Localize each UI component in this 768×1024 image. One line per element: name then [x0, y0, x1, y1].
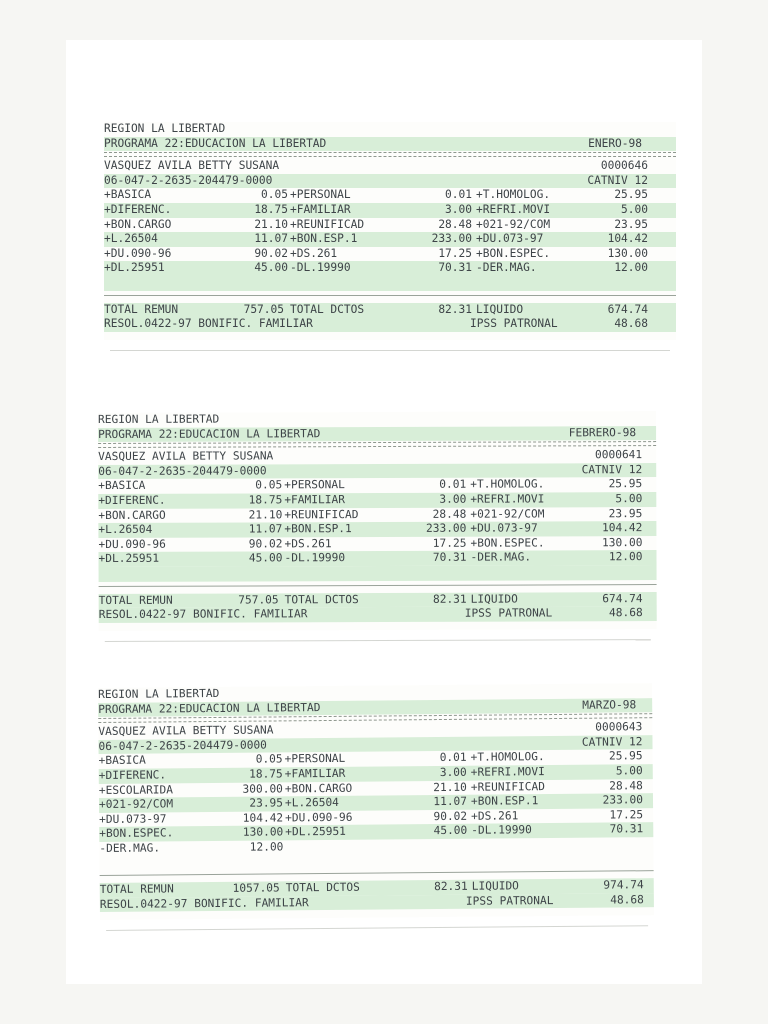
right-concept: -DL.19990: [471, 823, 532, 838]
left-concept: +BON.CARGO: [98, 508, 166, 522]
right-concept: +REUNIFICAD: [470, 779, 546, 794]
concept-row: [104, 203, 676, 218]
left-amount: 45.00: [248, 551, 283, 565]
employee-name: VASQUEZ AVILA BETTY SUSANA: [104, 159, 280, 173]
left-amount: 18.75: [249, 767, 283, 781]
left-amount: 104.42: [242, 811, 284, 825]
left-amount: 0.05: [255, 752, 283, 767]
right-amount: 104.42: [607, 232, 648, 246]
middle-concept: +FAMILIAR: [284, 766, 346, 781]
green-bar: [104, 276, 676, 291]
middle-amount: 17.25: [438, 246, 472, 260]
right-amount: 25.95: [614, 188, 648, 202]
left-amount: 12.00: [249, 840, 284, 854]
middle-concept: +REUNIFICAD: [290, 217, 365, 231]
liquido-label: LIQUIDO: [471, 879, 519, 893]
header-region-row: [104, 122, 676, 137]
right-concept: -DER.MAG.: [470, 550, 532, 565]
category-level: CATNIV 12: [581, 735, 643, 749]
concept-row: [104, 188, 676, 203]
program-name: PROGRAMA 22:EDUCACION LA LIBERTAD: [104, 136, 327, 150]
payslip-2: [98, 411, 657, 631]
total-remun-label: TOTAL REMUN: [99, 882, 174, 897]
right-amount: 70.31: [609, 822, 644, 836]
middle-amount: 0.01: [439, 751, 467, 765]
total-dctos-value: 82.31: [434, 879, 468, 894]
region-name: REGION LA LIBERTAD: [98, 686, 220, 701]
payslip-3: [98, 683, 654, 920]
resolution-row: [104, 317, 676, 332]
right-concept: +REFRI.MOVI: [470, 765, 545, 779]
employee-code: 06-047-2-2635-204479-0000: [104, 173, 273, 187]
middle-concept: +BON.ESP.1: [284, 522, 352, 536]
left-concept: +DIFERENC.: [104, 203, 172, 216]
total-dctos-label: TOTAL DCTOS: [290, 302, 365, 316]
middle-concept: +BON.ESP.1: [290, 232, 358, 246]
resolution-note: RESOL.0422-97 BONIFIC. FAMILIAR: [104, 317, 313, 331]
left-concept: +BON.CARGO: [104, 217, 172, 231]
total-remun-value: 757.05: [238, 592, 279, 607]
left-amount: 0.05: [261, 188, 288, 202]
middle-concept: +PERSONAL: [284, 752, 346, 766]
middle-concept: +DS.261: [284, 536, 332, 551]
concept-row: [104, 247, 676, 262]
ipss-value: 48.68: [614, 317, 648, 331]
liquido-label: LIQUIDO: [470, 592, 518, 606]
green-bar: [99, 565, 657, 582]
middle-concept: -DL.19990: [284, 551, 346, 565]
left-concept: +DIFERENC.: [98, 493, 166, 507]
right-amount: 130.00: [607, 246, 648, 260]
middle-concept: +DU.090-96: [285, 810, 353, 825]
employee-name: VASQUEZ AVILA BETTY SUSANA: [98, 449, 274, 464]
left-concept: +DU.073-97: [99, 812, 167, 826]
left-amount: 18.75: [254, 203, 288, 216]
totals-rule: [100, 870, 654, 876]
total-remun-label: TOTAL REMUN: [104, 302, 179, 316]
right-concept: +BON.ESPEC.: [476, 246, 551, 260]
middle-amount: 233.00: [425, 521, 467, 536]
pay-period: FEBRERO-98: [568, 425, 637, 439]
ipss-label: IPSS PATRONAL: [464, 606, 553, 620]
right-concept: +T.HOMOLOG.: [470, 750, 545, 765]
total-remun-value: 757.05: [243, 302, 284, 316]
middle-concept: +DL.25951: [285, 825, 346, 839]
right-amount: 233.00: [602, 793, 644, 807]
right-concept: +021-92/COM: [470, 507, 545, 521]
left-concept: +L.26504: [98, 522, 153, 537]
right-amount: 25.95: [608, 749, 643, 763]
left-amount: 21.10: [248, 507, 283, 522]
pay-period: MARZO-98: [582, 697, 637, 712]
left-concept: +DU.090-96: [104, 246, 172, 260]
employee-name-row: [104, 159, 676, 174]
middle-amount: 45.00: [433, 824, 468, 838]
left-concept: +L.26504: [104, 232, 158, 246]
right-amount: 5.00: [621, 203, 648, 216]
middle-amount: 17.25: [432, 536, 467, 550]
right-amount: 23.95: [608, 506, 643, 520]
region-name: REGION LA LIBERTAD: [98, 412, 220, 426]
separator-rule: [98, 441, 656, 448]
liquido-value: 974.74: [603, 878, 644, 892]
left-concept: +021-92/COM: [98, 797, 174, 812]
left-amount: 11.07: [254, 232, 288, 246]
left-concept: +DU.090-96: [98, 537, 166, 551]
total-dctos-value: 82.31: [432, 592, 467, 606]
left-concept: -DER.MAG.: [99, 841, 161, 855]
right-concept: +DU.073-97: [470, 521, 538, 535]
left-concept: +BASICA: [104, 188, 152, 202]
right-amount: 25.95: [608, 477, 643, 491]
slip-number: 0000643: [595, 720, 643, 734]
right-concept: +T.HOMOLOG.: [470, 477, 545, 492]
right-concept: +BON.ESPEC.: [470, 536, 545, 550]
right-amount: 12.00: [614, 261, 648, 275]
middle-concept: +REUNIFICAD: [284, 507, 359, 521]
right-concept: +DS.261: [471, 809, 519, 823]
middle-concept: +FAMILIAR: [290, 203, 351, 216]
concept-row: [104, 218, 676, 233]
middle-concept: +PERSONAL: [284, 478, 345, 492]
left-amount: 45.00: [254, 261, 288, 275]
left-amount: 18.75: [248, 493, 283, 507]
program-name: PROGRAMA 22:EDUCACION LA LIBERTAD: [98, 426, 321, 441]
right-amount: 130.00: [602, 535, 643, 550]
slip-number: 0000641: [594, 448, 643, 462]
middle-amount: 70.31: [438, 261, 472, 275]
left-amount: 23.95: [249, 796, 284, 810]
right-amount: 28.48: [609, 778, 643, 793]
middle-amount: 233.00: [431, 232, 472, 246]
right-concept: +T.HOMOLOG.: [476, 188, 551, 202]
middle-concept: +BON.CARGO: [284, 781, 353, 795]
left-amount: 130.00: [242, 825, 284, 840]
program-name: PROGRAMA 22:EDUCACION LA LIBERTAD: [98, 700, 321, 716]
right-concept: +REFRI.MOVI: [476, 203, 551, 216]
right-amount: 17.25: [609, 808, 644, 822]
totals-rule: [99, 584, 657, 587]
right-amount: 5.00: [615, 492, 643, 506]
ipss-label: IPSS PATRONAL: [465, 893, 554, 908]
left-amount: 11.07: [248, 522, 283, 536]
total-remun-label: TOTAL REMUN: [98, 593, 173, 607]
left-amount: 21.10: [254, 217, 288, 231]
right-concept: -DER.MAG.: [476, 261, 537, 275]
left-concept: +BASICA: [98, 753, 146, 768]
right-concept: +DU.073-97: [476, 232, 544, 246]
middle-concept: +DS.261: [290, 246, 338, 260]
right-concept: +REFRI.MOVI: [470, 492, 545, 506]
left-concept: +DL.25951: [98, 552, 160, 566]
left-concept: +DL.25951: [104, 261, 165, 275]
middle-amount: 3.00: [439, 492, 467, 506]
concept-row: [104, 232, 676, 247]
pay-period: ENERO-98: [588, 136, 642, 150]
total-dctos-label: TOTAL DCTOS: [285, 880, 360, 895]
middle-amount: 21.10: [433, 780, 467, 794]
header-program-row: [104, 137, 676, 152]
liquido-value: 674.74: [607, 302, 648, 316]
employee-code: 06-047-2-2635-204479-0000: [98, 738, 267, 753]
separator-rule: [104, 152, 676, 157]
left-concept: +BASICA: [98, 479, 146, 493]
right-amount: 12.00: [608, 550, 643, 564]
liquido-label: LIQUIDO: [476, 302, 524, 316]
left-concept: +BON.ESPEC.: [99, 826, 174, 841]
left-concept: +ESCOLARIDA: [98, 782, 174, 797]
left-amount: 300.00: [242, 781, 283, 796]
resolution-note: RESOL.0422-97 BONIFIC. FAMILIAR: [98, 607, 308, 622]
right-concept: +BON.ESP.1: [470, 794, 539, 808]
total-remun-value: 1057.05: [232, 881, 280, 896]
middle-amount: 3.00: [445, 203, 472, 216]
middle-concept: +L.26504: [284, 796, 339, 810]
region-name: REGION LA LIBERTAD: [104, 122, 226, 135]
liquido-value: 674.74: [602, 591, 643, 605]
totals-rule: [104, 295, 676, 296]
right-amount: 104.42: [601, 521, 643, 535]
middle-amount: 11.07: [433, 794, 468, 809]
middle-amount: 0.01: [445, 188, 472, 202]
employee-code: 06-047-2-2635-204479-0000: [98, 464, 267, 478]
concept-row: [104, 261, 676, 276]
middle-amount: 28.48: [432, 507, 467, 521]
middle-amount: 3.00: [439, 765, 467, 780]
middle-amount: 90.02: [433, 809, 468, 823]
right-concept: +021-92/COM: [476, 217, 551, 231]
total-dctos-value: 82.31: [438, 302, 472, 316]
employee-name: VASQUEZ AVILA BETTY SUSANA: [98, 723, 274, 739]
tear-line: [110, 350, 670, 351]
right-amount: 23.95: [614, 217, 648, 231]
middle-amount: 0.01: [439, 478, 467, 492]
payslip-1: [104, 122, 676, 340]
ipss-value: 48.68: [610, 893, 644, 907]
total-dctos-label: TOTAL DCTOS: [284, 592, 359, 606]
middle-amount: 28.48: [438, 217, 472, 231]
ipss-value: 48.68: [608, 606, 643, 620]
left-amount: 90.02: [248, 537, 283, 551]
left-concept: +DIFERENC.: [98, 768, 167, 782]
middle-concept: -DL.19990: [290, 261, 351, 275]
left-amount: 90.02: [254, 246, 288, 260]
totals-row: [104, 303, 676, 318]
resolution-note: RESOL.0422-97 BONIFIC. FAMILIAR: [99, 895, 309, 911]
category-level: CATNIV 12: [581, 462, 643, 477]
middle-concept: +PERSONAL: [290, 188, 351, 202]
left-amount: 0.05: [255, 478, 283, 492]
middle-amount: 70.31: [432, 551, 467, 565]
employee-code-row: [104, 174, 676, 189]
category-level: CATNIV 12: [587, 173, 648, 187]
right-amount: 5.00: [615, 764, 643, 778]
middle-concept: +FAMILIAR: [284, 493, 345, 507]
ipss-label: IPSS PATRONAL: [470, 317, 558, 331]
slip-number: 0000646: [600, 159, 648, 173]
header-program-row: [98, 426, 656, 443]
resolution-row: [99, 606, 657, 623]
